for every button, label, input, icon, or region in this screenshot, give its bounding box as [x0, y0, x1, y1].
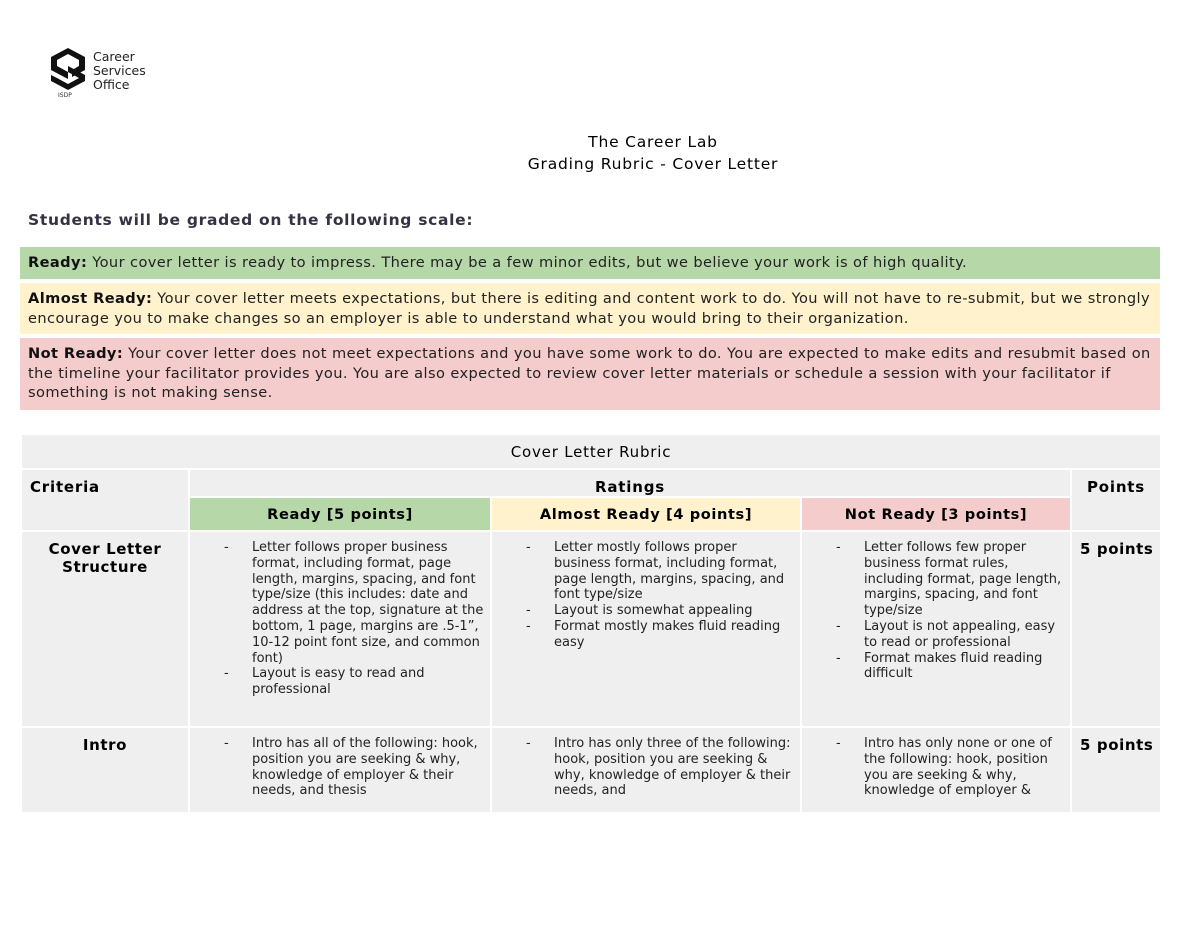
scale-ready [20, 247, 1160, 279]
not-ready-cell [801, 531, 1071, 727]
almost-ready-cell [491, 727, 801, 813]
table-row [21, 531, 1161, 727]
list-item: - Layout is somewhat appealing [520, 603, 794, 619]
criteria-header: Criteria [21, 469, 189, 531]
list-item: - Intro has all of the following: hook, position you are seeking & why, knowledge of employer & their needs, and thesis [218, 736, 484, 799]
scale-not-ready [20, 338, 1160, 410]
logo-line: Office [93, 77, 130, 92]
logo-line: Career [93, 49, 135, 64]
scale-label: Almost Ready: [28, 290, 153, 307]
points-cell: 5 points [1071, 531, 1161, 727]
criteria-cell: Intro [21, 727, 189, 813]
list-item: - Layout is not appealing, easy to read or professional [830, 619, 1064, 651]
logo-subtext: ISDP [58, 92, 72, 99]
scale-text: Your cover letter meets expectations, but there is editing and content work to do. You will not have to re-submit, but we strongly encourage you to make changes so an employer is able to understand what you would bring to their organization. [28, 290, 1151, 327]
scale-label: Not Ready: [28, 345, 124, 362]
scale-text: Your cover letter is ready to impress. There may be a few minor edits, but we believe your work is of high quality. [87, 254, 968, 271]
ratings-header: Ratings [189, 469, 1071, 497]
points-cell: 5 points [1071, 727, 1161, 813]
list-item: - Letter mostly follows proper business format, including format, page length, margins, spacing, and font type/size [520, 540, 794, 603]
career-services-logo [48, 46, 158, 102]
scale-text: Your cover letter does not meet expectations and you have some work to do. You are expected to make edits and resubmit based on the timeline your facilitator provides you. You are also expected to review cover letter materials or schedule a session with your facilitator if something is not making sense. [28, 345, 1151, 401]
logo-mark-icon [48, 46, 88, 92]
level-almost-ready-header: Almost Ready [4 points] [491, 497, 801, 531]
list-item: - Letter follows proper business format, including format, page length, margins, spacing, and font type/size (this includes: date and address at the top, signature at the bottom, 1 page, margins are .5-1”, 10-12 point font size, and common font) [218, 540, 484, 666]
almost-ready-cell [491, 531, 801, 727]
logo-line: Services [93, 63, 146, 78]
list-item: - Format makes fluid reading difficult [830, 651, 1064, 683]
list-item: - Intro has only none or one of the following: hook, position you are seeking & why, knowledge of employer & [830, 736, 1064, 799]
rubric-title: Cover Letter Rubric [21, 434, 1161, 469]
page-subtitle: Grading Rubric - Cover Letter [527, 155, 779, 173]
scale-almost-ready [20, 283, 1160, 334]
ready-cell [189, 531, 491, 727]
rubric-table [20, 433, 1162, 814]
level-ready-header: Ready [5 points] [189, 497, 491, 531]
logo-text [93, 50, 146, 92]
level-not-ready-header: Not Ready [3 points] [801, 497, 1071, 531]
page-title: The Career Lab [588, 133, 718, 151]
not-ready-cell [801, 727, 1071, 813]
list-item: - Intro has only three of the following: hook, position you are seeking & why, knowledge of employer & their needs, and [520, 736, 794, 799]
list-item: - Layout is easy to read and professional [218, 666, 484, 698]
scale-label: Ready: [28, 254, 88, 271]
list-item: - Format mostly makes fluid reading easy [520, 619, 794, 651]
ready-cell [189, 727, 491, 813]
scale-heading: Students will be graded on the following scale: [28, 211, 474, 229]
list-item: - Letter follows few proper business format rules, including format, page length, margins, spacing, and font type/size [830, 540, 1064, 619]
table-row [21, 727, 1161, 813]
points-header: Points [1071, 469, 1161, 531]
page-header [0, 131, 1200, 175]
criteria-cell: Cover Letter Structure [21, 531, 189, 727]
